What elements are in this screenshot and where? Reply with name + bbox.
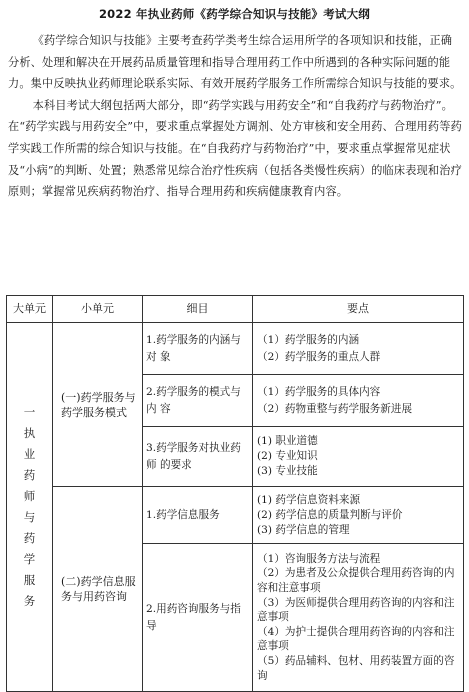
- header-subunit: 小单元: [53, 296, 143, 323]
- point-text: (2) 专业知识: [257, 450, 318, 462]
- point-text: （2）药物重整与药学服务新进展: [257, 402, 413, 415]
- intro-paragraph-2: 本科目考试大纲包括两大部分，即“药学实践与用药安全”和“自我药疗与药物治疗”。在“药学实践与用药安全”中，要求重点掌握处方调剂、处方审核和安全用药、合理用药等药学实践工作所需的综合知识与技能。在“自我药疗与药物治疗”中，要求重点掌握常见症状及“小病”的判断、处置；熟悉常见综合治疗性疾病（包括各类慢性疾病）的临床表现和治疗原则；掌握常见疾病药物治疗、指导合理用药和疾病健康教育内容。: [8, 98, 462, 199]
- point-text: (1) 药学信息资料来源: [257, 493, 361, 506]
- point-text: (3) 专业技能: [257, 465, 318, 477]
- intro-section: [8, 30, 463, 203]
- points-cell: [253, 544, 464, 692]
- subunit-label-1: (一)药学服务与药学服务模式: [61, 390, 136, 419]
- item-label: 1.药学服务的内涵与对 象: [146, 333, 241, 363]
- item-label: 2.用药咨询服务与指导: [146, 602, 241, 632]
- point-text: （1）药学服务的具体内容: [257, 385, 381, 398]
- point-text: （1）药学服务的内涵: [257, 333, 360, 346]
- item-cell: [143, 487, 253, 544]
- header-item: 细目: [143, 296, 253, 323]
- table-row: [7, 323, 464, 375]
- table-header-row: [7, 296, 464, 323]
- point-text: （4）为护士提供合理用药咨询的内容和注意事项: [257, 625, 455, 653]
- point-text: （3）为医师提供合理用药咨询的内容和注意事项: [257, 596, 455, 624]
- points-cell: [253, 323, 464, 375]
- table-row: [7, 487, 464, 544]
- item-label: 3.药学服务对执业药师 的要求: [146, 441, 241, 471]
- points-cell: [253, 427, 464, 487]
- subunit-cell-2: [53, 487, 143, 692]
- unit-cell: [7, 323, 53, 692]
- subunit-label-2: (二)药学信息服务与用药咨询: [61, 575, 136, 603]
- unit-label: 一执业药师与药学服务: [23, 405, 36, 608]
- point-text: （2）药学服务的重点人群: [257, 350, 381, 363]
- syllabus-table: [6, 295, 464, 692]
- points-cell: [253, 487, 464, 544]
- item-label: 1.药学信息服务: [146, 508, 220, 521]
- item-label: 2.药学服务的模式与内 容: [146, 385, 241, 415]
- item-cell: [143, 375, 253, 427]
- intro-paragraph-1: 《药学综合知识与技能》主要考查药学类考生综合运用所学的各项知识和技能，正确分析、处理和解决在开展药品质量管理和指导合理用药工作中所遇到的各种实际问题的能力。集中反映执业药师理论联系实际、有效开展药学服务工作所需综合知识与技能的要求。: [8, 34, 462, 91]
- point-text: （1）咨询服务方法与流程: [257, 552, 381, 565]
- point-text: （5）药品辅料、包材、用药装置方面的咨询: [257, 654, 455, 682]
- point-text: (1) 职业道德: [257, 435, 318, 447]
- item-cell: [143, 427, 253, 487]
- header-points: 要点: [253, 296, 464, 323]
- point-text: （2）为患者及公众提供合理用药咨询的内容和注意事项: [257, 567, 455, 595]
- points-cell: [253, 375, 464, 427]
- header-unit: 大单元: [7, 296, 53, 323]
- page-title: 2022 年执业药师《药学综合知识与技能》考试大纲: [98, 7, 370, 21]
- subunit-cell-1: [53, 323, 143, 487]
- point-text: (2) 药学信息的质量判断与评价: [257, 508, 403, 521]
- point-text: (3) 药学信息的管理: [257, 523, 350, 536]
- item-cell: [143, 544, 253, 692]
- item-cell: [143, 323, 253, 375]
